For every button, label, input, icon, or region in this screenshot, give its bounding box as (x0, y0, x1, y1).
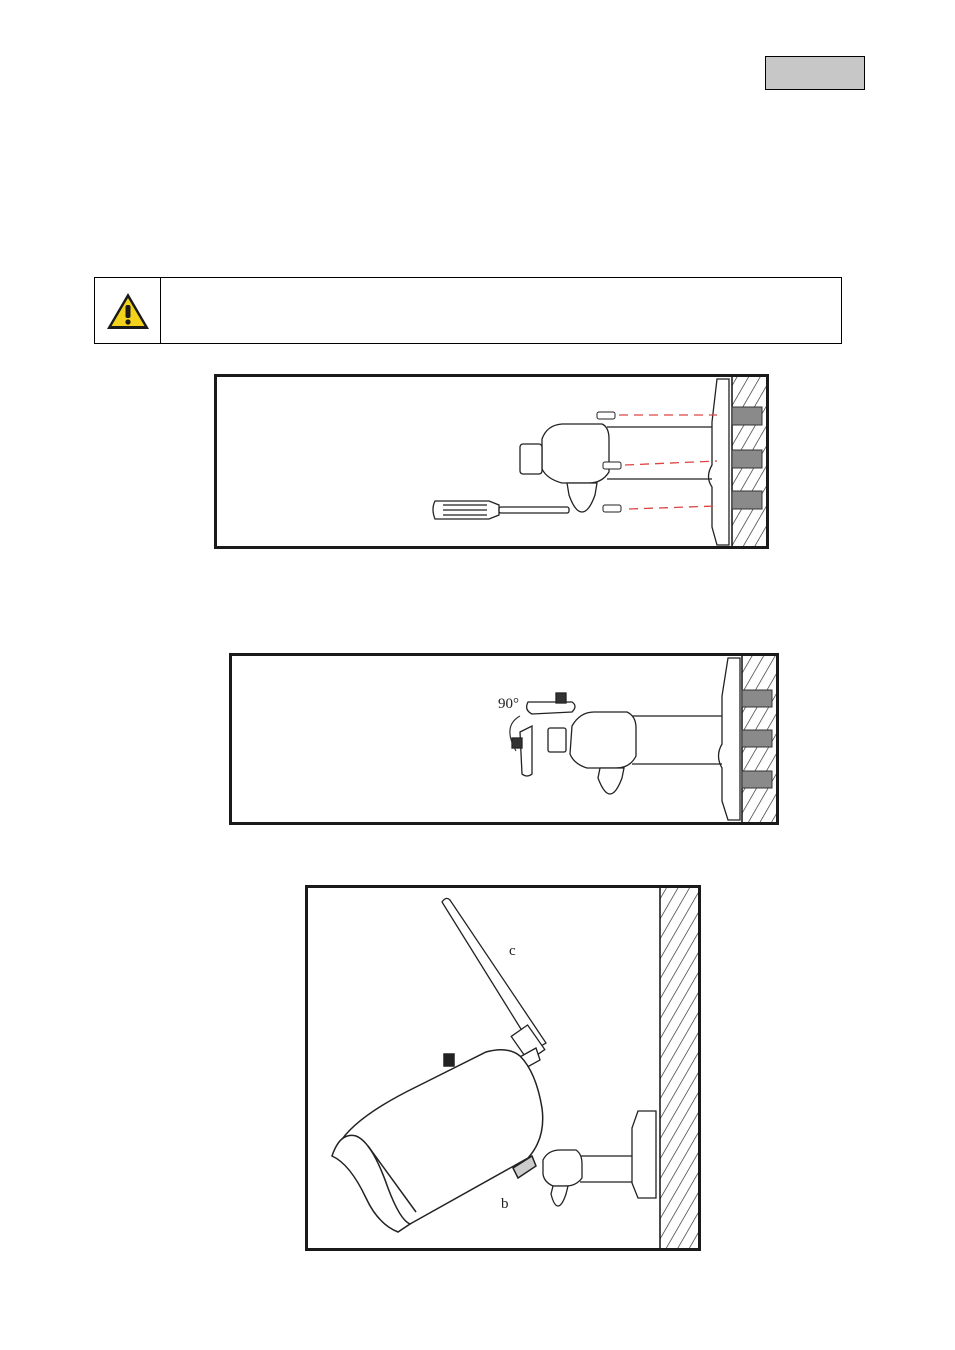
wall (732, 377, 766, 546)
bracket-wall-plate (632, 1111, 656, 1198)
figure-bracket-rotation-drawing (232, 656, 776, 822)
warning-icon-cell (95, 278, 161, 343)
figure-mounting-screws-drawing (217, 377, 766, 546)
figure-bracket-rotation (229, 653, 779, 825)
wall (742, 656, 776, 822)
figure-camera-mounted (305, 885, 701, 1251)
bracket-arm (512, 693, 722, 794)
angle-label: 90° (498, 696, 519, 712)
screw-3 (603, 505, 717, 512)
bracket-wall-plate (709, 379, 730, 545)
camera-body (332, 1050, 543, 1232)
language-tab (765, 56, 865, 90)
screw-2 (603, 461, 717, 469)
antenna (442, 898, 546, 1070)
bracket-wall-plate (719, 658, 741, 820)
wall (660, 888, 698, 1248)
warning-triangle-icon (105, 291, 151, 331)
warning-text (161, 278, 841, 343)
screwdriver-icon (433, 501, 569, 519)
bracket-arm (543, 1150, 632, 1206)
figure-camera-mounted-drawing (308, 888, 698, 1248)
figure-mounting-screws (214, 374, 769, 549)
label-c: c (509, 943, 516, 959)
screw-1 (597, 412, 717, 419)
label-b: b (501, 1196, 509, 1212)
warning-box (94, 277, 842, 344)
